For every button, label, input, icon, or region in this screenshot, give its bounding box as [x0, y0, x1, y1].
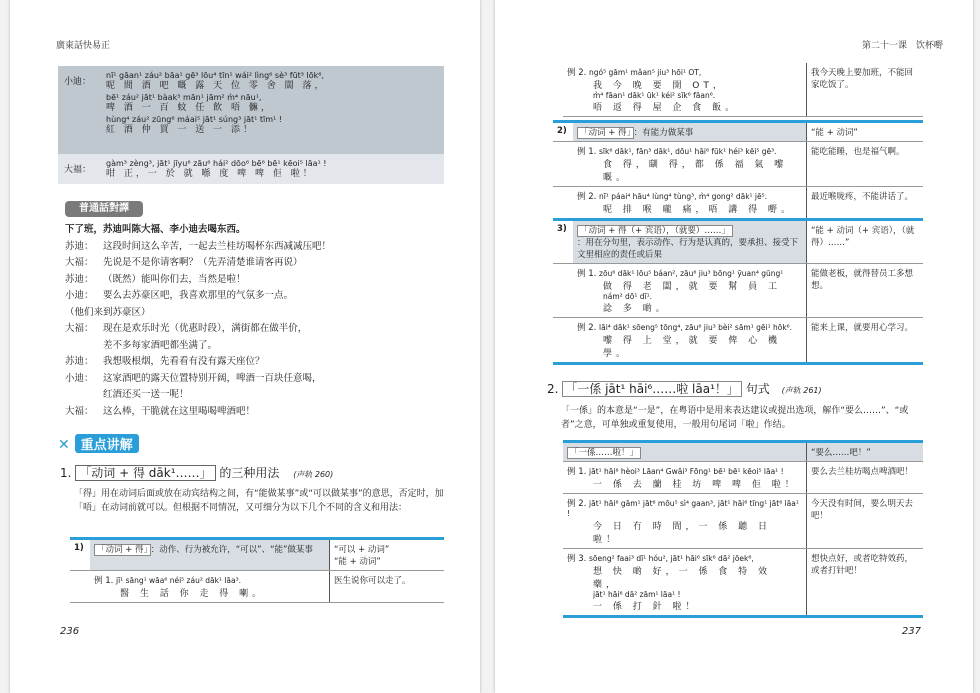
- section-heading: 1. 「动词 + 得 dāk¹……」 的三种用法 (声轨 260): [60, 466, 334, 480]
- example-cell: 例 2. ngó⁵ gām¹ mâan⁵ jiu³ hōi¹ OT, 我 今 晚 要 開 OT， m̀⁴ fāan¹ dāk¹ ūk¹ kéi² sīk⁶ fāan⁶. 唔 返 得 屋 企 食 飯。: [563, 63, 807, 117]
- translation-line: 差不多每家酒吧都坐满了。: [103, 339, 218, 351]
- speaker: 大福：: [64, 165, 92, 175]
- example-translation: 今天没有时间，要么明天去吧！: [807, 494, 924, 549]
- translation-line: 小迪： 要么去苏豪区吧，我喜欢那里的气氛多一点。: [65, 290, 294, 301]
- page-number: 236: [60, 626, 80, 637]
- example-translation: 能做老板，就得替员工多想想。: [807, 264, 924, 318]
- translation-line: 小迪： 这家酒吧的露天位置特别开阔，啤酒一百块任意喝，: [65, 372, 322, 384]
- example-translation: 能吃能睡，也是福气啊。: [807, 142, 924, 187]
- translation-line: 大福： 这么棒，干脆就在这里喝喝啤酒吧！: [65, 405, 256, 417]
- example-translation: 想快点好，或者吃特效药，或者打针吧！: [807, 549, 924, 617]
- hanzi-line: 啤 酒 一 百 蚊 任 飲 唔 髍，: [106, 103, 273, 113]
- dialogue-box: [58, 66, 444, 184]
- translation-line: 大福： 先说是不是你请客啊？（先弄清楚谁请客再说）: [65, 257, 303, 268]
- translation-line: 红酒还买一送一呢！: [103, 389, 189, 400]
- example-cell: 例 1. jāt¹ hāi⁶ hèoi³ Lāan⁴ Gwāi³ Fōng¹ bē¹ bē¹ kēoi⁵ lāa¹ ! 一 係 去 蘭 桂 坊 啤 啤 佢 啦！: [563, 462, 807, 494]
- speaker: 小迪：: [64, 77, 92, 87]
- translation-line: 大福： 现在是欢乐时光（优惠时段），满街都在做半价，: [65, 323, 308, 334]
- pinyin-line: bē¹ záu² jāt¹ bàak³ mān¹ jām² m̀⁴ nāu¹,: [106, 93, 262, 102]
- hanzi-line: 咁 正，一 於 就 喺 度 啤 啤 佢 啦！: [106, 169, 315, 179]
- example-cell: 例 1. jī¹ sāng¹ wāa⁶ néi⁵ záu² dāk¹ lāa³. 醫 生 話 你 走 得 喇。: [90, 571, 330, 603]
- example-translation: 我今天晚上要加班，不能回家吃饭了。: [807, 63, 924, 117]
- grammar-table: 2) 「动词 + 得」 ：有能力做某事 “能 + 动词” 例 1. sīk⁶ dāk¹, fān³ dāk¹, dōu¹ hāi⁶ fūk¹ héi³ kēi⁵ gē³. 食 得，瞓 得，都 係 福 氣 嚟 嘅。 能吃能睡，也是福气啊。 例 2. nī¹ páai⁴ hāu⁴ lùng⁴ tùng³, m̀⁴ gong² dāk¹ jē⁵. 呢 排 喉 嚨 痛，唔 講 得 嘢。 最近喉咙疼，不能讲话了。 3) 「动词 + 得（+ 宾语），（就要）……」 ：用在分句里，表示动作、行为是认真的，要承担、接受下文里相应的责任或后果 “能 + 动词（+ 宾语），（就得）……” 例 1. zōu⁶ dāk¹ lōu⁵ báan², zāu⁶ jiu³ bōng¹ ȳuan⁴ gūng¹ 做 得 老 闆，就 要 幫 員 工 nám² dō¹ dī¹. 諗 多 啲。 能做老板，就得替员工多想想。 例 2. lāi⁴ dāk¹ sōeng⁵ tōng⁴, zāu⁶ jiu³ bèi² sām¹ gēi¹ hōk⁶. 嚟 得 上 堂，就 要 俾 心 機 學。 能来上课，就要用心学习。: [553, 120, 923, 365]
- section-paragraph: 「一係」的本意是“一是”，在粤语中是用来表达建议或提出选项，解作“要么……”、“或者”之意，可单独或重复使用，一般用句尾词「啦」作结。: [561, 406, 909, 430]
- audio-track-ref: (声轨 261): [781, 386, 822, 395]
- right-page: [495, 0, 973, 693]
- example-cell: 例 2. jāt¹ hāi⁶ gām¹ jāt⁶ mōu⁵ sì⁴ gaan³, jāt¹ hāi⁶ tīng¹ jāt⁶ lāa¹ ! 今 日 冇 時 間，一 係 聽 日 啦！: [563, 494, 807, 549]
- grammar-table: 「一係……啦！」 “要么……吧！” 例 1. jāt¹ hāi⁶ hèoi³ Lāan⁴ Gwāi³ Fōng¹ bē¹ bē¹ kēoi⁵ lāa¹ ! 一 係 去 蘭 桂 坊 啤 啤 佢 啦！ 要么去兰桂坊喝点啤酒吧！ 例 2. jāt¹ hāi⁶ gām¹ jāt⁶ mōu⁵ sì⁴ gaan³, jāt¹ hāi⁶ tīng¹ jāt⁶ lāa¹ ! 今 日 冇 時 間，一 係 聽 日 啦！ 今天没有时间，要么明天去吧！ 例 3. sōeng² faai³ dī¹ hóu², jāt¹ hāi⁶ sīk⁶ dā² jōek⁶, 想 快 啲 好，一 係 食 特 效 藥， jāt¹ hāi⁶ dā² zām¹ lāa¹ ! 一 係 打 針 啦！ 想快点好，或者吃特效药，或者打针吧！: [563, 440, 923, 618]
- translation-line: 苏迪： 这段时间这么辛苦，一起去兰桂坊喝杯东西减减压吧！: [65, 240, 332, 252]
- grammar-table: 1) 「动词 + 得」 ：动作、行为被允许，“可以”、“能”做某事 “可以 + 动词” “能 + 动词” 例 1. jī¹ sāng¹ wāa⁶ néi⁵ záu² dāk¹ lāa³. 醫 生 話 你 走 得 喇。 医生说你可以走了。: [70, 537, 444, 603]
- page-number: 237: [901, 626, 921, 637]
- section-paragraph: 「得」用在动词后面或放在动宾结构之间，有“能做某事”或“可以做某事”的意思，否定时，加「唔」在动词前就可以。但根据不同情况，又可细分为以下几个不同的含义和用法：: [74, 489, 444, 513]
- left-page: [10, 0, 480, 693]
- hanzi-line: 呢 間 酒 吧 嘅 露 天 位 零 舍 闊 落，: [106, 81, 327, 91]
- translation-tag: 普通話對譯: [65, 201, 143, 217]
- translation-line: 苏迪： （既然）能叫你们去，当然是啦！: [65, 273, 246, 285]
- translation-line: 苏迪： 我想吸根烟，先看看有没有露天座位？: [65, 356, 265, 367]
- pinyin-line: gàm³ zèng³, jāt¹ jīyu⁶ zāu⁶ hái² dōo⁶ bē⁶ bē¹ kēoi⁵ lāa¹ !: [106, 159, 327, 168]
- example-cell: 例 1. sīk⁶ dāk¹, fān³ dāk¹, dōu¹ hāi⁶ fūk¹ héi³ kēi⁵ gē³. 食 得，瞓 得，都 係 福 氣 嚟 嘅。: [573, 142, 807, 187]
- audio-track-ref: (声轨 260): [293, 470, 334, 479]
- translation-line: （他们来到苏豪区）: [65, 306, 151, 318]
- example-translation: 医生说你可以走了。: [330, 571, 445, 603]
- translation-block: [65, 222, 445, 420]
- example-cell: 例 2. lāi⁴ dāk¹ sōeng⁵ tōng⁴, zāu⁶ jiu³ bèi² sām¹ gēi¹ hōk⁶. 嚟 得 上 堂，就 要 俾 心 機 學。: [573, 318, 807, 364]
- hanzi-line: 紅 酒 仲 買 一 送 一 添！: [106, 125, 256, 135]
- key-points-badge: ✕ 重点讲解: [58, 434, 139, 453]
- page-header: 廣東話快易正: [56, 41, 111, 51]
- example-cell: 例 2. nī¹ páai⁴ hāu⁴ lùng⁴ tùng³, m̀⁴ gong² dāk¹ jē⁵. 呢 排 喉 嚨 痛，唔 講 得 嘢。: [573, 187, 807, 220]
- example-cell: 例 3. sōeng² faai³ dī¹ hóu², jāt¹ hāi⁶ sīk⁶ dā² jōek⁶, 想 快 啲 好，一 係 食 特 效 藥， jāt¹ hāi⁶ dā² zām¹ lāa¹ ! 一 係 打 針 啦！: [563, 549, 807, 617]
- example-translation: 最近喉咙疼，不能讲话了。: [807, 187, 924, 220]
- section-heading: 2. 「一係 jāt¹ hāi⁶……啦 lāa¹！」 句式 (声轨 261): [547, 382, 822, 396]
- dialogue-turn: [64, 158, 438, 180]
- example-translation: 要么去兰桂坊喝点啤酒吧！: [807, 462, 924, 494]
- grammar-table: [563, 63, 923, 117]
- translation-title: 下了班，苏迪叫陈大福、李小迪去喝东西。: [65, 224, 246, 235]
- pinyin-line: nī¹ gāan¹ záu² bāa¹ gē³ lōu⁴ tīn¹ wái² lìng⁶ sè³ fūt³ lōk⁶,: [106, 71, 325, 80]
- example-cell: 例 1. zōu⁶ dāk¹ lōu⁵ báan², zāu⁶ jiu³ bōng¹ ȳuan⁴ gūng¹ 做 得 老 闆，就 要 幫 員 工 nám² dō¹ dī¹. 諗 多 啲。: [573, 264, 807, 318]
- dialogue-turn: [64, 70, 438, 136]
- example-translation: 能来上课，就要用心学习。: [807, 318, 924, 364]
- page-header: 第二十一课 饮杯嘢: [861, 41, 943, 51]
- pinyin-line: hùng⁴ záu² zūng⁶ máai⁵ jāt¹ súng³ jāt¹ tīm¹ !: [106, 115, 282, 124]
